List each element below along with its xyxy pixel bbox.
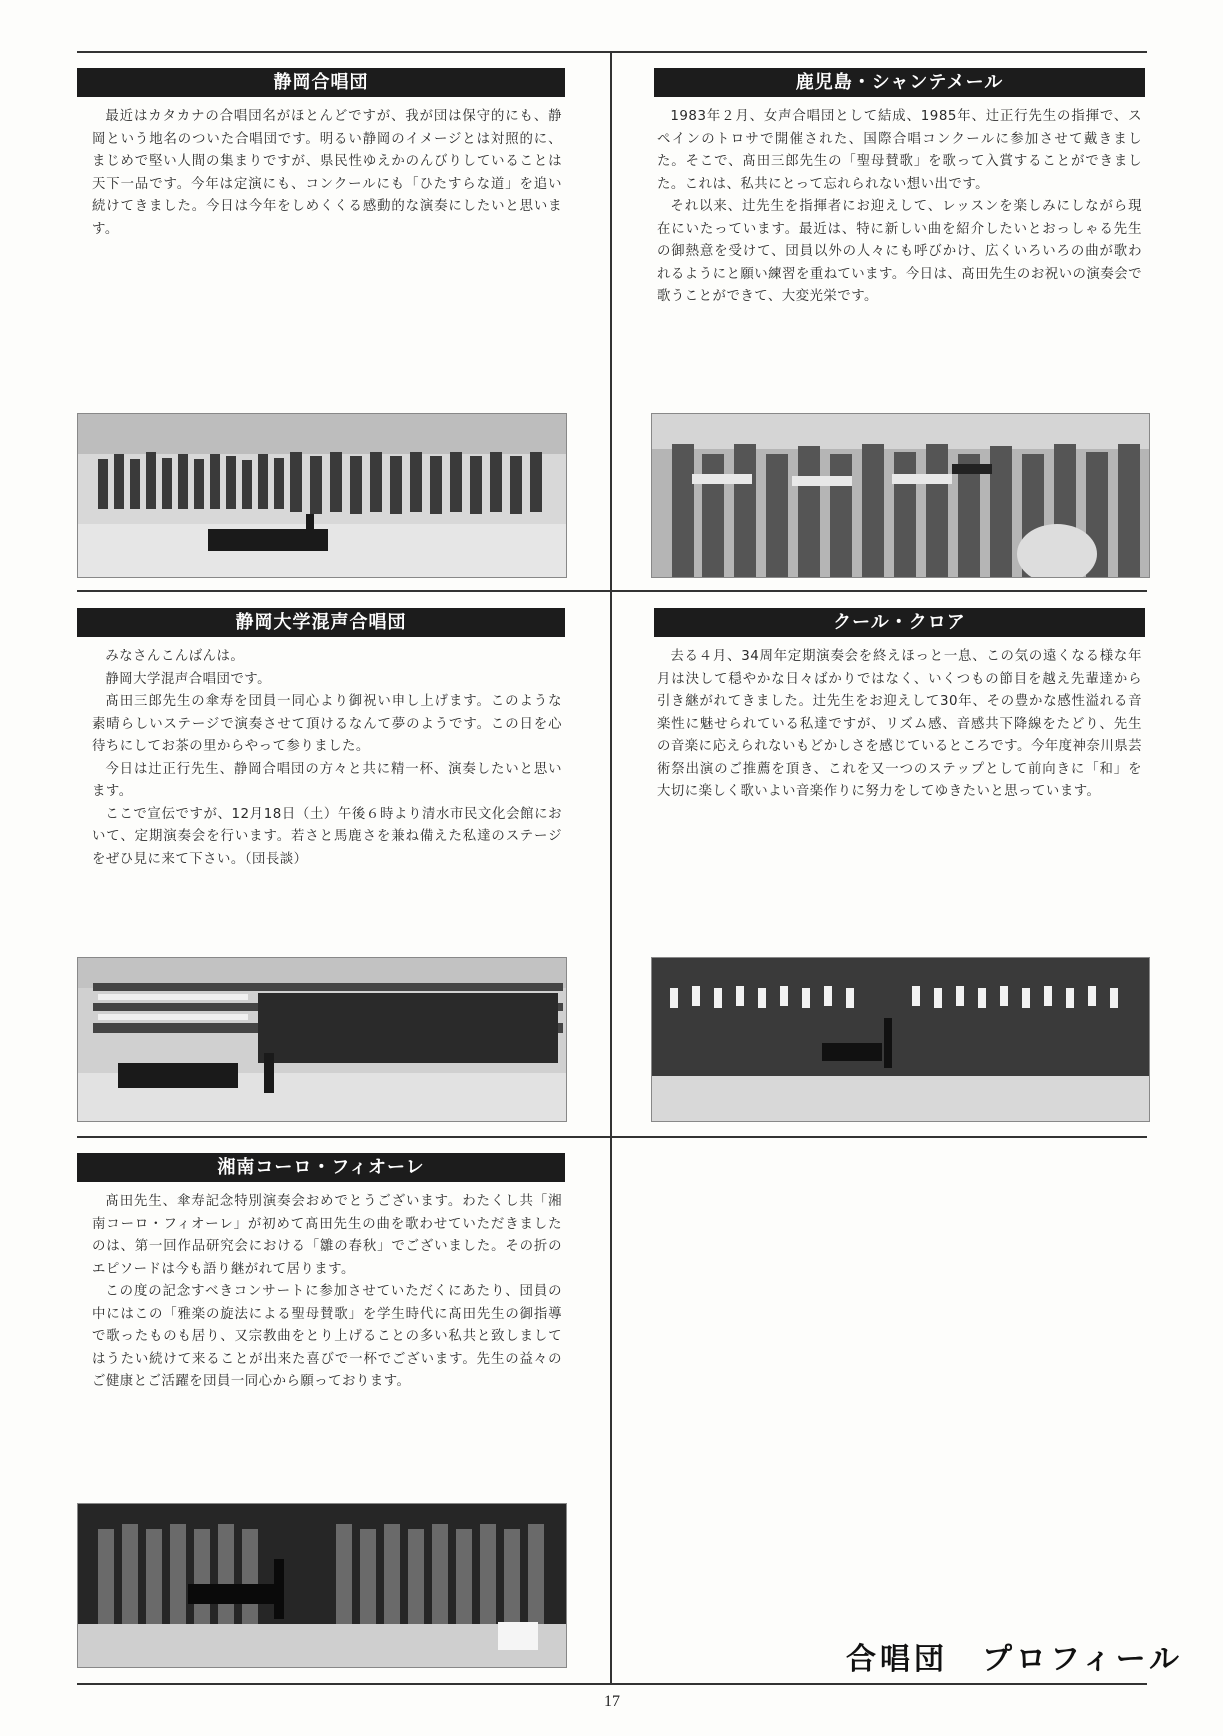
- section-body: [92, 106, 562, 241]
- choir-photo: [651, 957, 1150, 1122]
- page-number: 17: [604, 1693, 620, 1710]
- section-heading: 湘南コーロ・フィオーレ: [77, 1153, 565, 1182]
- section-heading: クール・クロア: [654, 608, 1145, 637]
- paragraph: 今日は辻正行先生、静岡合唱団の方々と共に精一杯、演奏したいと思います。: [92, 761, 562, 799]
- section-heading: 鹿児島・シャンテメール: [654, 68, 1145, 97]
- paragraph: 髙田先生、傘寿記念特別演奏会おめでとうございます。わたくし共「湘南コーロ・フィオーレ」が初めて髙田先生の曲を歌わせていただきましたのは、第一回作品研究会における「雛の春秋」でございました。その折のエピソードは今も語り継がれて居ります。: [92, 1194, 562, 1277]
- paragraph: 髙田三郎先生の傘寿を団員一同心より御祝い申し上げます。このような素晴らしいステージで演奏させて頂けるなんて夢のようです。この日を心待ちにしてお茶の里からやって参りました。: [92, 694, 562, 754]
- paragraph: それ以来、辻先生を指揮者にお迎えして、レッスンを楽しみにしながら現在にいたっています。最近は、特に新しい曲を紹介したいとおっしゃる先生の御熱意を受けて、団員以外の人々にも呼びかけ、広くいろいろの曲が歌われるようにと願い練習を重ねています。今日は、髙田先生のお祝いの演奏会で歌うことができて、大変光栄です。: [657, 199, 1142, 304]
- paragraph: みなさんこんばんは。: [105, 649, 245, 664]
- bottom-rule: [77, 1683, 1147, 1685]
- paragraph: ここで宣伝ですが、12月18日（土）午後６時より清水市民文化会館において、定期演奏会を行います。若さと馬鹿さを兼ね備えた私達のステージをぜひ見に来て下さい。（団長談）: [92, 806, 562, 867]
- paragraph: 最近はカタカナの合唱団名がほとんどですが、我が団は保守的にも、静岡という地名のついた合唱団です。明るい静岡のイメージとは対照的に、まじめで堅い人間の集まりですが、県民性ゆえかのんびりしていることは天下一品です。今年は定演にも、コンクールにも「ひたすらな道」を追い続けてきました。今日は今年をしめくくる感動的な演奏にしたいと思います。: [92, 109, 562, 237]
- paragraph: 1983年２月、女声合唱団として結成、1985年、辻正行先生の指揮で、スペインのトロサで開催された、国際合唱コンクールに参加させて戴きました。そこで、髙田三郎先生の「聖母賛歌」を歌って入賞することができました。これは、私共にとって忘れられない想い出です。: [657, 109, 1142, 192]
- page-title: 合唱団 プロフィール: [846, 1642, 1183, 1677]
- choir-photo: [651, 413, 1150, 578]
- column-divider: [610, 51, 612, 1683]
- choir-photo: [77, 413, 567, 578]
- paragraph: この度の記念すべきコンサートに参加させていただくにあたり、団員の中にはこの「雅楽の旋法による聖母賛歌」を学生時代に髙田先生の御指導で歌ったものも居り、又宗教曲をとり上げることの多い私共と致しましてはうたい続けて来ることが出来た喜びで一杯でございます。先生の益々のご健康とご活躍を団員一同心から願っております。: [92, 1284, 562, 1389]
- choir-photo: [77, 1503, 567, 1668]
- choir-photo: [77, 957, 567, 1122]
- top-rule: [77, 51, 1147, 53]
- section-body: [657, 646, 1142, 804]
- section-heading: 静岡大学混声合唱団: [77, 608, 565, 637]
- section-body: [92, 646, 562, 871]
- row-divider-2: [77, 1136, 1147, 1138]
- paragraph: 去る４月、34周年定期演奏会を終えほっと一息、この気の遠くなる様な年月は決して穏やかな日々ばかりではなく、いくつもの節目を越え先輩達から引き継がれてきました。辻先生をお迎えして30年、その豊かな感性溢れる音楽性に魅せられている私達ですが、リズム感、音感共下降線をたどり、先生の音楽に応えられないもどかしさを感じているところです。今年度神奈川県芸術祭出演のご推薦を頂き、これを又一つのステップとして前向きに「和」を大切に楽しく歌いよい音楽作りに努力をしてゆきたいと思っています。: [657, 649, 1142, 799]
- paragraph: 静岡大学混声合唱団です。: [105, 671, 272, 687]
- section-heading: 静岡合唱団: [77, 68, 565, 97]
- section-body: [657, 106, 1142, 309]
- section-body: [92, 1191, 562, 1394]
- row-divider-1: [77, 590, 1147, 592]
